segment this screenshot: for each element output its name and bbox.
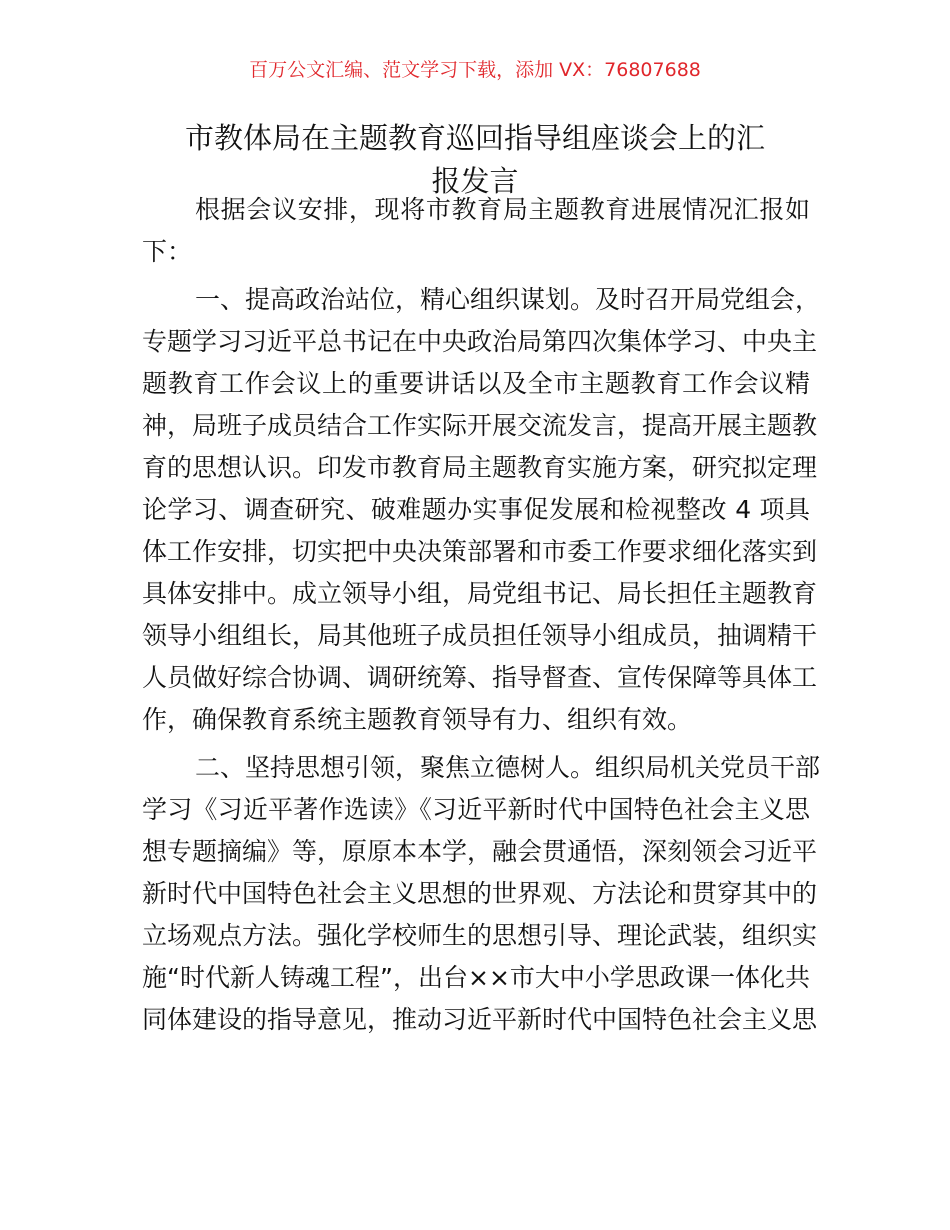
paragraph-line: 题教育工作会议上的重要讲话以及全市主题教育工作会议精 — [142, 369, 810, 398]
paragraph-line: 神，局班子成员结合工作实际开展交流发言，提高开展主题教 — [142, 411, 818, 440]
paragraph-line: 根据会议安排，现将市教育局主题教育进展情况汇报如 — [195, 195, 810, 224]
paragraph-line: 领导小组组长，局其他班子成员担任领导小组成员，抽调精干 — [142, 621, 818, 650]
paragraph-line: 施“时代新人铸魂工程”，出台××市大中小学思政课一体化共 — [142, 963, 810, 992]
paragraph-line: 同体建设的指导意见，推动习近平新时代中国特色社会主义思 — [142, 1005, 818, 1034]
paragraph-line: 人员做好综合协调、调研统筹、指导督查、宣传保障等具体工 — [142, 663, 818, 692]
paragraph-line: 学习《习近平著作选读》《习近平新时代中国特色社会主义思 — [142, 795, 810, 824]
paragraph-line: 育的思想认识。印发市教育局主题教育实施方案，研究拟定理 — [142, 453, 818, 482]
paragraph-line: 作，确保教育系统主题教育领导有力、组织有效。 — [142, 705, 693, 734]
paragraph-line: 立场观点方法。强化学校师生的思想引导、理论武装，组织实 — [142, 921, 818, 950]
title-line: 报发言 — [431, 164, 519, 198]
watermark-header: 百万公文汇编、范文学习下载，添加 VX：76807688 — [249, 59, 701, 81]
paragraph-line: 二、坚持思想引领，聚焦立德树人。组织局机关党员干部 — [195, 753, 821, 782]
paragraph-line: 下： — [142, 237, 193, 266]
title-line: 市教体局在主题教育巡回指导组座谈会上的汇 — [184, 121, 765, 155]
paragraph-line: 论学习、调查研究、破难题办实事促发展和检视整改 4 项具 — [142, 495, 810, 524]
paragraph-line: 想专题摘编》等，原原本本学，融会贯通悟，深刻领会习近平 — [142, 837, 818, 866]
paragraph-line: 一、提高政治站位，精心组织谋划。及时召开局党组会， — [195, 285, 821, 314]
paragraph-line: 新时代中国特色社会主义思想的世界观、方法论和贯穿其中的 — [142, 879, 818, 908]
paragraph-line: 具体安排中。成立领导小组，局党组书记、局长担任主题教育 — [142, 579, 818, 608]
paragraph-line: 体工作安排，切实把中央决策部署和市委工作要求细化落实到 — [142, 537, 818, 566]
paragraph-line: 专题学习习近平总书记在中央政治局第四次集体学习、中央主 — [142, 327, 818, 356]
